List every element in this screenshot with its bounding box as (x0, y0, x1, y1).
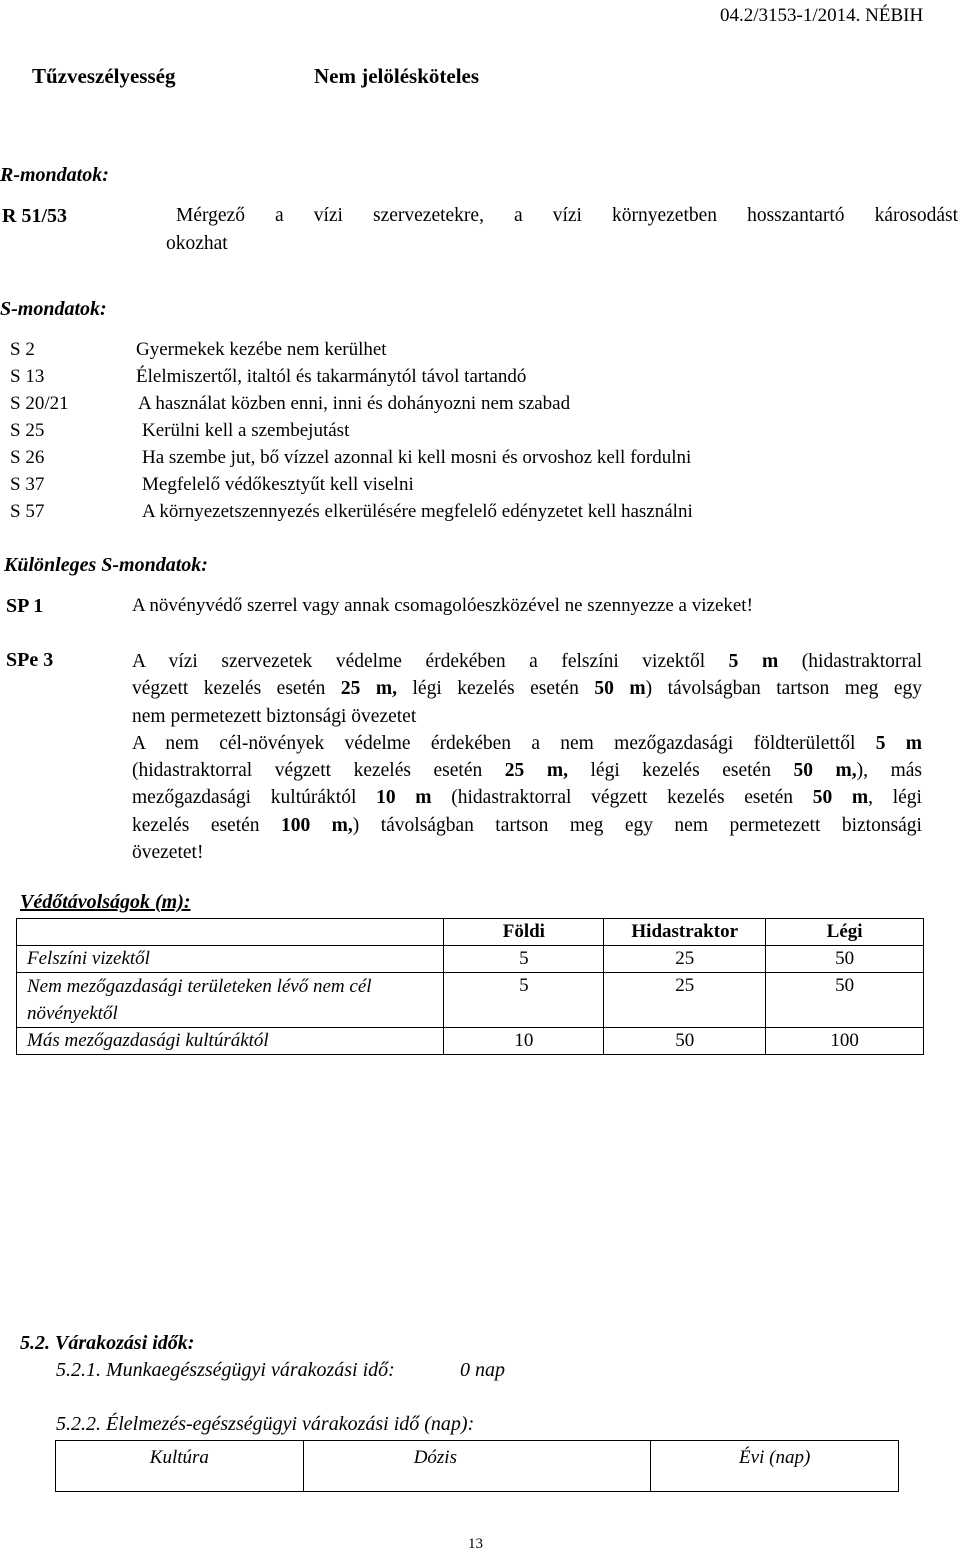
s-phrase-text: A környezetszennyezés elkerülésére megfelelő edényzetet kell használni (142, 501, 693, 522)
r-phrase-text-cont: okozhat (166, 233, 228, 254)
spe3-distance-value: 50 m (812, 787, 869, 809)
s-phrase-text: Megfelelő védőkesztyűt kell viselni (142, 474, 414, 495)
spe3-line (132, 812, 922, 839)
spe3-line (132, 730, 922, 757)
spe3-line (132, 839, 922, 866)
spe3-distance-value: 100 m, (280, 814, 353, 836)
spe3-code: SPe 3 (6, 649, 54, 671)
table-row (17, 1028, 924, 1055)
sp1-code: SP 1 (6, 595, 44, 617)
spe3-distance-value: 10 m (376, 787, 432, 809)
table-header-cell: Kultúra (56, 1441, 304, 1492)
s-phrase-code: S 26 (10, 447, 45, 468)
s-phrase-text: Ha szembe jut, bő vízzel azonnal ki kell mosni és orvoshoz kell fordulni (142, 447, 692, 468)
spe3-line (132, 784, 922, 811)
table-header-cell: Légi (766, 919, 924, 946)
spe3-text-segment: , légi (868, 787, 922, 809)
s-phrase-code: S 13 (10, 366, 45, 387)
spe3-line (132, 675, 922, 702)
s-phrase-text: Gyermekek kezébe nem kerülhet (136, 339, 387, 360)
waiting-table (55, 1440, 899, 1492)
spe3-distance-value: 5 m (875, 732, 922, 754)
table-cell: 50 (766, 946, 924, 973)
table-header-row (56, 1441, 899, 1492)
table-header-cell: Dózis (303, 1441, 651, 1492)
spe3-distance-value: 50 m, (793, 760, 857, 782)
spe3-text-segment: kezelés esetén (132, 814, 281, 836)
table-row (17, 973, 924, 1028)
spe3-text-segment: mezőgazdasági kultúráktól (132, 787, 377, 809)
distances-heading: Védőtávolságok (m): (20, 891, 191, 913)
row-label: Felszíni vizektől (17, 946, 444, 973)
spe3-distance-value: 50 m (594, 678, 646, 700)
waiting-section-heading: 5.2. Várakozási idők: (20, 1332, 195, 1354)
table-cell: 10 (444, 1028, 604, 1055)
occupational-waiting-label: 5.2.1. Munkaegészségügyi várakozási idő: (56, 1359, 395, 1381)
distances-table (16, 918, 924, 1055)
occupational-waiting-value: 0 nap (460, 1359, 505, 1381)
s-phrases-heading: S-mondatok: (0, 298, 107, 320)
special-s-phrases-heading: Különleges S-mondatok: (4, 554, 208, 576)
spe3-text (132, 648, 922, 866)
row-label: Más mezőgazdasági kultúráktól (17, 1028, 444, 1055)
table-cell: 50 (766, 973, 924, 1028)
spe3-text-segment: övezetet! (132, 842, 204, 864)
spe3-text-segment: A vízi szervezetek védelme érdekében a felszíni vizektől (132, 651, 729, 672)
s-phrase-text: Élelmiszertől, italtól és takarmánytól távol tartandó (136, 366, 527, 387)
spe3-text-segment: légi kezelés esetén (567, 760, 794, 782)
table-header-cell: Évi (nap) (651, 1441, 899, 1492)
sp1-text: A növényvédő szerrel vagy annak csomagolóeszközével ne szennyezze a vizeket! (132, 595, 753, 616)
spe3-text-segment: légi kezelés esetén (397, 678, 595, 700)
s-phrase-code: S 25 (10, 420, 45, 441)
s-phrase-code: S 57 (10, 501, 45, 522)
table-header-row (17, 919, 924, 946)
table-header-cell: Hidastraktor (604, 919, 766, 946)
s-phrase-text: Kerülni kell a szembejutást (142, 420, 350, 441)
spe3-text-segment: nem permetezett biztonsági övezetet (132, 705, 417, 727)
spe3-text-segment: ) távolságban tartson meg egy nem permetezett biztonsági (352, 814, 922, 836)
spe3-distance-value: 25 m, (340, 678, 398, 700)
table-cell: 25 (604, 946, 766, 973)
table-header-cell (17, 919, 444, 946)
fire-hazard-value: Nem jelölésköteles (314, 64, 480, 88)
s-phrase-code: S 2 (10, 339, 35, 360)
spe3-text-segment: A nem cél-növények védelme érdekében a nem mezőgazdasági földterülettől (132, 732, 876, 754)
table-cell: 5 (444, 973, 604, 1028)
spe3-line (132, 648, 922, 675)
row-label: Nem mezőgazdasági területeken lévő nem cél növényektől (17, 973, 444, 1028)
table-cell: 100 (766, 1028, 924, 1055)
s-phrase-code: S 20/21 (10, 393, 69, 414)
spe3-text-segment: (hidastraktorral végzett kezelés esetén (431, 787, 813, 809)
spe3-text-segment: (hidastraktorral végzett kezelés esetén (132, 760, 505, 782)
document-reference: 04.2/3153-1/2014. NÉBIH (720, 5, 924, 26)
page-number: 13 (468, 1536, 483, 1552)
fire-hazard-label: Tűzveszélyesség (32, 64, 176, 88)
spe3-text-segment: (hidastraktorral (778, 651, 922, 672)
r-phrase-code: R 51/53 (2, 205, 67, 227)
table-row (17, 946, 924, 973)
spe3-line (132, 703, 922, 730)
r-phrase-text: Mérgező a vízi szervezetekre, a vízi környezetben hosszantartó károsodást (176, 205, 958, 226)
r-phrases-heading: R-mondatok: (0, 164, 109, 186)
table-header-cell: Földi (444, 919, 604, 946)
spe3-text-segment: ), más (856, 760, 922, 782)
table-cell: 5 (444, 946, 604, 973)
table-cell: 25 (604, 973, 766, 1028)
table-cell: 50 (604, 1028, 766, 1055)
food-waiting-label: 5.2.2. Élelmezés-egészségügyi várakozási idő (nap): (56, 1413, 475, 1435)
spe3-line (132, 757, 922, 784)
spe3-text-segment: végzett kezelés esetén (132, 678, 341, 700)
s-phrase-text: A használat közben enni, inni és dohányozni nem szabad (138, 393, 571, 414)
spe3-distance-value: 25 m, (504, 760, 568, 782)
s-phrase-code: S 37 (10, 474, 45, 495)
spe3-distance-value: 5 m (728, 651, 779, 672)
spe3-text-segment: ) távolságban tartson meg egy (645, 678, 923, 700)
